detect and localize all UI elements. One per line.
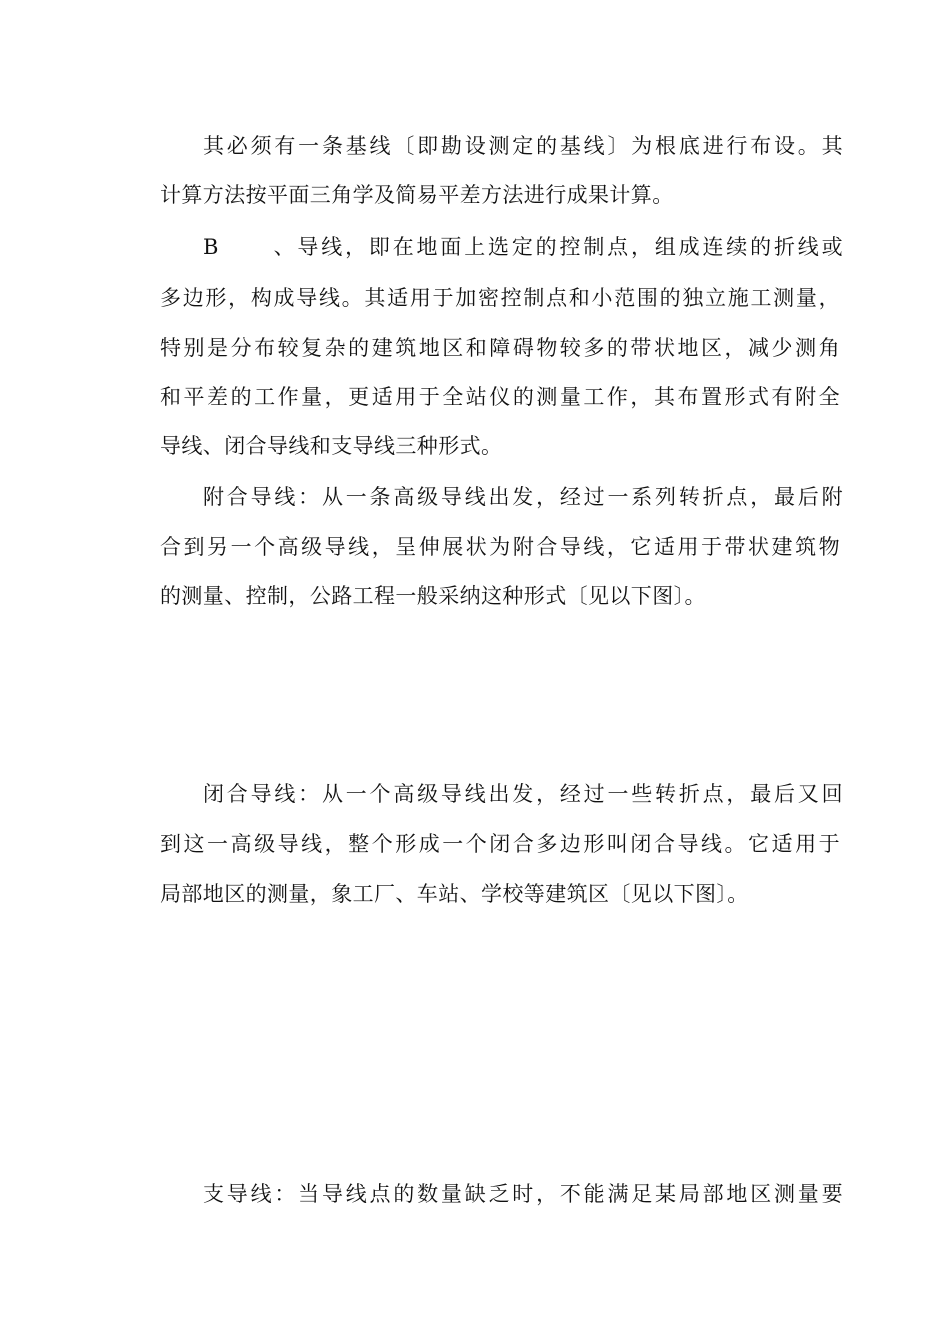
paragraph-1-line-2: 计算方法按平面三角学及简易平差方法进行成果计算。: [160, 183, 674, 207]
paragraph-1-line-1: 其必须有一条基线〔即勘设测定的基线〕为根底进行布设。其: [203, 134, 843, 158]
paragraph-2-line-1: [203, 234, 843, 260]
paragraph-2-line-4: 和平差的工作量，更适用于全站仪的测量工作，其布置形式有附全: [160, 385, 840, 409]
paragraph-5-line-1: 支导线：当导线点的数量缺乏时，不能满足某局部地区测量要: [203, 1182, 843, 1206]
paragraph-2-line-5: 导线、闭合导线和支导线三种形式。: [160, 434, 503, 458]
paragraph-4-line-1: 闭合导线：从一个高级导线出发，经过一些转折点，最后又回: [203, 782, 843, 806]
paragraph-3-line-1: 附合导线：从一条高级导线出发，经过一系列转折点，最后附: [203, 485, 843, 509]
paragraph-3-line-3: 的测量、控制，公路工程一般采纳这种形式〔见以下图〕。: [160, 584, 706, 608]
paragraph-4-line-2: 到这一高级导线，整个形成一个闭合多边形叫闭合导线。它适用于: [160, 832, 840, 856]
paragraph-4-line-3: 局部地区的测量，象工厂、车站、学校等建筑区〔见以下图〕。: [160, 882, 749, 906]
section-marker-b: B、: [203, 235, 295, 259]
paragraph-2-line-1-text: 导线，即在地面上选定的控制点，组成连续的折线或: [295, 235, 843, 259]
paragraph-2-line-2: 多边形，构成导线。其适用于加密控制点和小范围的独立施工测量，: [160, 286, 840, 310]
paragraph-3-line-2: 合到另一个高级导线，呈伸展状为附合导线，它适用于带状建筑物: [160, 535, 840, 559]
paragraph-2-line-3: 特别是分布较复杂的建筑地区和障碍物较多的带状地区，减少测角: [160, 336, 840, 360]
